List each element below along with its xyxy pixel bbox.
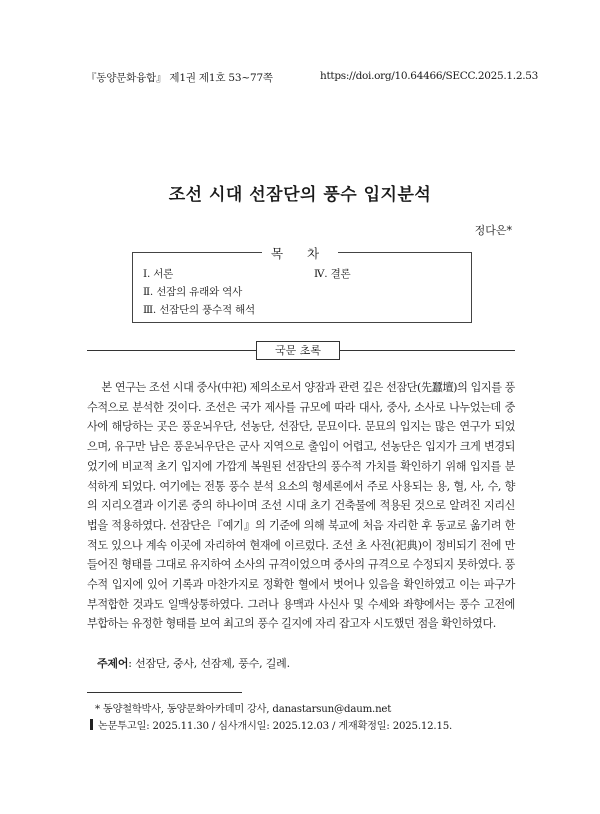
paper-title: 조선 시대 선잠단의 풍수 입지분석 [168, 185, 432, 205]
toc-heading: 목 차 [270, 246, 330, 261]
doi-link[interactable]: https://doi.org/10.64466/SECC.2025.1.2.53 [320, 70, 538, 82]
toc-item-1[interactable]: Ⅰ. 서론 [143, 268, 174, 280]
journal-citation: 『동양문화융합』 제1권 제1호 53~77쪽 [86, 72, 273, 84]
footnote-rule [87, 692, 242, 693]
abstract-rule-right [339, 350, 515, 351]
author-name: 정다은* [474, 224, 512, 237]
toc-border-top-left [132, 252, 262, 253]
toc-item-4[interactable]: Ⅳ. 결론 [314, 268, 351, 280]
toc-item-3[interactable]: Ⅲ. 선잠단의 풍수적 해석 [143, 304, 255, 316]
toc-border-top-right [338, 252, 471, 253]
dates-footnote [90, 717, 452, 732]
dates-text: 논문투고일: 2025.11.30 / 심사개시일: 2025.12.03 / 게재확정일: 2025.12.15. [98, 721, 453, 732]
abstract-heading: 국문 초록 [256, 341, 340, 360]
keywords [97, 655, 290, 671]
keywords-value: : 선잠단, 중사, 선잠제, 풍수, 길례. [128, 657, 290, 670]
toc-item-2[interactable]: Ⅱ. 선잠의 유래와 역사 [143, 286, 243, 298]
keywords-label: 주제어 [97, 657, 129, 670]
abstract-rule-left [87, 350, 256, 351]
abstract-body: 본 연구는 조선 시대 중사(中祀) 제의소로서 양잠과 관련 깊은 선잠단(先蠶壇)의 입지를 풍수적으로 분석한 것이다. 조선은 국가 제사를 규모에 따라 대사, 중사, 소사로 나누었는데 중사에 해당하는 곳은 풍운뇌우단, 선농단, 선잠단, 문묘이다. 문묘의 입지는 많은 연구가 되었으며, 유구만 남은 풍운뇌우단은 군사 지역으로 출입이 어렵고, 선농단은 입지가 크게 변경되었기에 비교적 초기 입지에 가깝게 복원된 선잠단의 풍수적 가치를 확인하기 위해 입지를 분석하게 되었다. 여기에는 전통 풍수 분석 요소의 형세론에서 주로 사용되는 용, 혈, 사, 수, 향의 지리오결과 이기론 중의 하나이며 조선 시대 초기 건축물에 적용된 것으로 알려진 지리신법을 적용하였다. 선잠단은『예기』의 기준에 의해 북교에 처음 자리한 후 동교로 옮기려 한 적도 있으나 계속 이곳에 자리하여 현재에 이르렀다. 조선 초 사전(祀典)이 정비되기 전에 만들어진 형태를 그대로 유지하여 소사의 규격이었으며 중사의 규격으로 수정되지 못하였다. 풍수적 입지에 있어 기록과 마찬가지로 정확한 혈에서 벗어나 있음을 확인하였고 이는 파구가 부적합한 것과도 일맥상통하였다. 그러나 용맥과 사신사 및 수세와 좌향에서는 풍수 고전에 부합하는 유정한 형태를 보여 최고의 풍수 길지에 자리 잡고자 시도했던 점을 확인하였다. [87, 381, 515, 631]
author-footnote: * 동양철학박사, 동양문화아카데미 강사, danastarsun@daum.net [95, 704, 392, 715]
bar-marker-icon [90, 719, 93, 730]
